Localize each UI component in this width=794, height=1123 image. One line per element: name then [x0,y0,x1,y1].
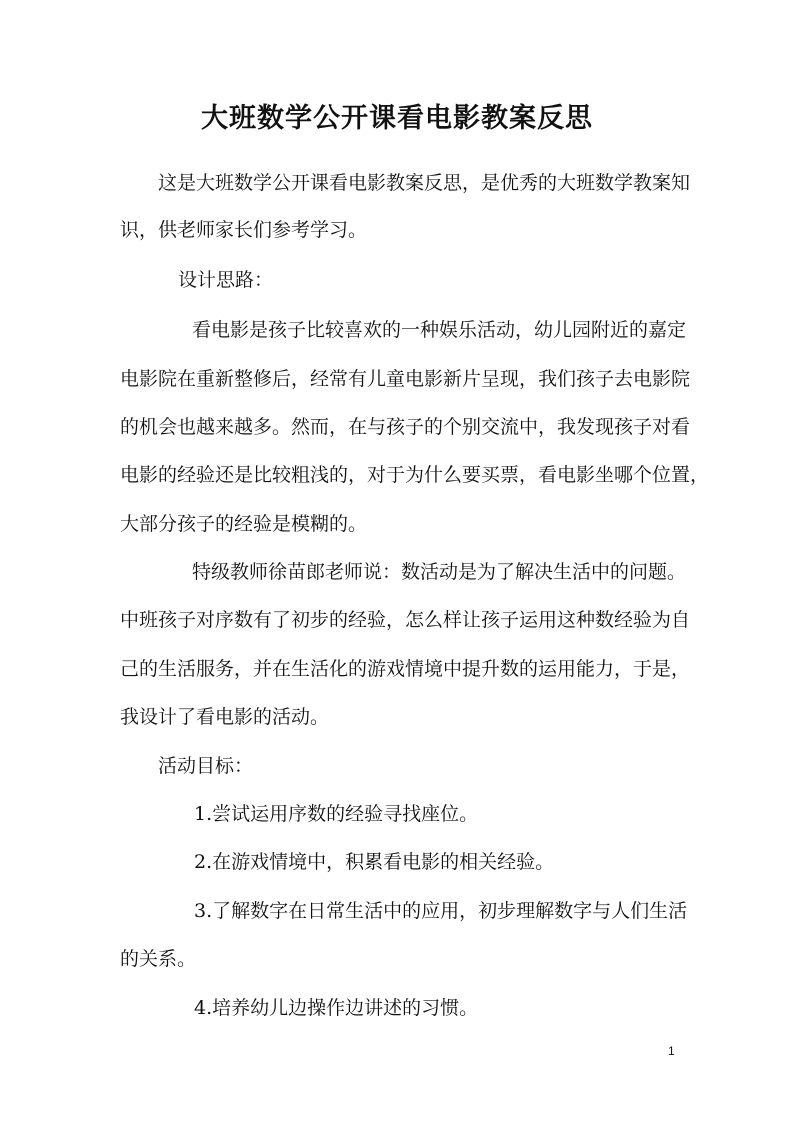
list-item-continuation: 的关系。 [120,948,197,970]
paragraph-line: 我设计了看电影的活动。 [120,706,330,728]
page-number: 1 [668,1044,675,1058]
paragraph-line: 特级教师徐苗郎老师说：数活动是为了解决生活中的问题。 [192,561,687,583]
list-item: 2.在游戏情境中，积累看电影的相关经验。 [194,851,555,873]
paragraph-line: 识，供老师家长们参考学习。 [120,219,368,241]
paragraph-line: 己的生活服务，并在生活化的游戏情境中提升数的运用能力，于是， [120,658,691,680]
list-item: 4.培养幼儿边操作边讲述的习惯。 [194,997,479,1019]
paragraph-line: 中班孩子对序数有了初步的经验，怎么样让孩子运用这种数经验为自 [120,609,691,631]
document-title: 大班数学公开课看电影教案反思 [201,103,593,134]
section-heading: 设计思路： [178,269,274,291]
list-item: 1.尝试运用序数的经验寻找座位。 [194,803,479,825]
paragraph-line: 的机会也越来越多。然而，在与孩子的个别交流中，我发现孩子对看 [120,416,691,438]
section-heading: 活动目标： [158,755,254,777]
paragraph-line: 大部分孩子的经验是模糊的。 [120,513,368,535]
paragraph-line: 电影的经验还是比较粗浅的，对于为什么要买票，看电影坐哪个位置， [120,464,710,486]
paragraph-line: 电影院在重新整修后，经常有儿童电影新片呈现，我们孩子去电影院 [120,368,691,390]
paragraph-line: 这是大班数学公开课看电影教案反思，是优秀的大班数学教案知 [158,172,691,194]
paragraph-line: 看电影是孩子比较喜欢的一种娱乐活动，幼儿园附近的嘉定 [192,319,687,341]
list-item: 3.了解数字在日常生活中的应用，初步理解数字与人们生活 [194,900,688,922]
